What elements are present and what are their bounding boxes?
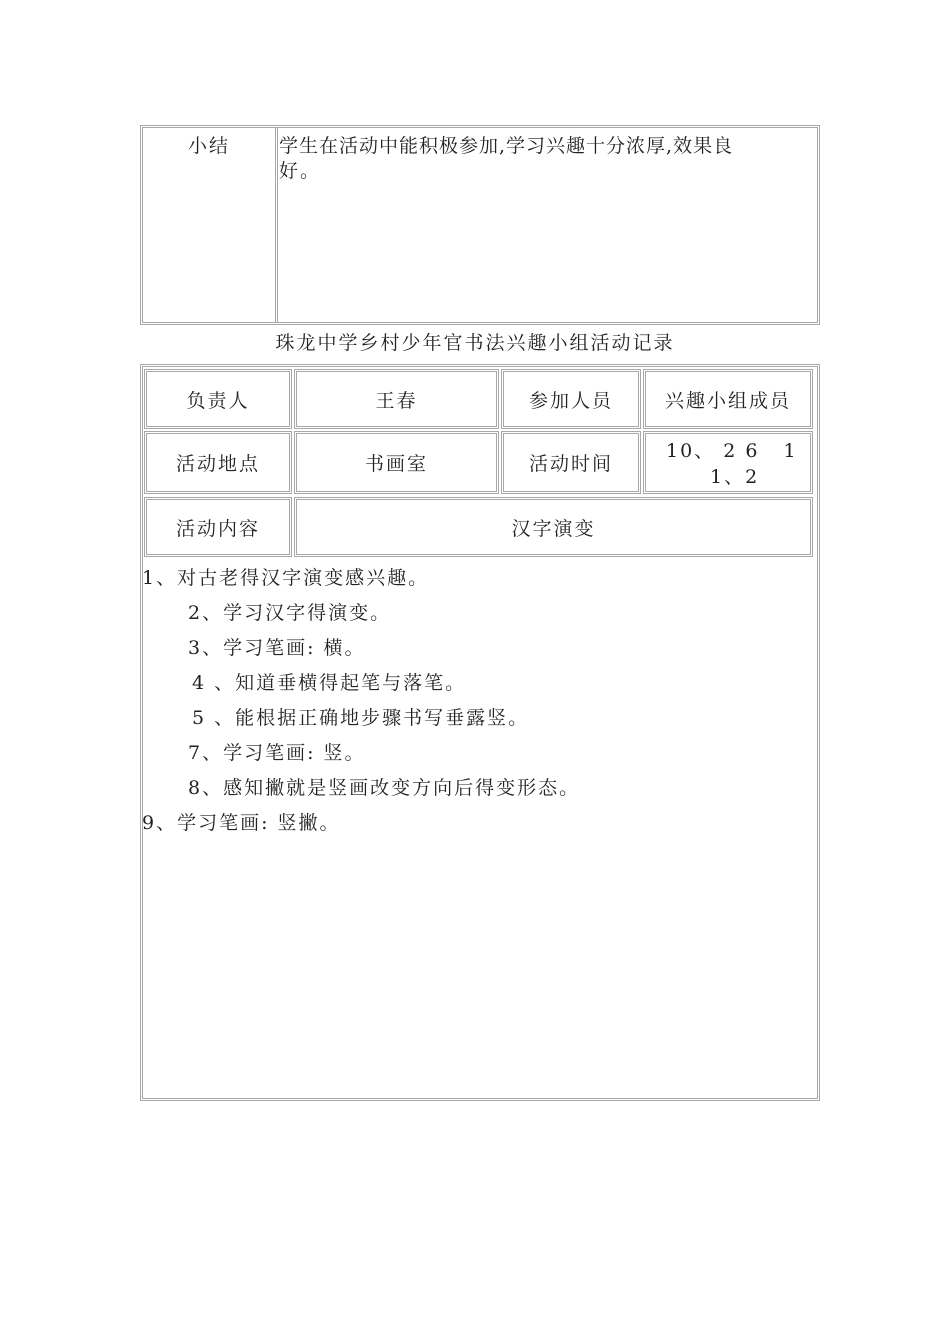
participants-label-cell — [501, 369, 641, 429]
list-item: 9、学习笔画: 竖撇。 — [142, 812, 341, 834]
location-value-cell — [294, 431, 499, 494]
record-title: 珠龙中学乡村少年官书法兴趣小组活动记录 — [275, 332, 675, 354]
location-label-cell — [144, 431, 292, 494]
summary-text-line1: 学生在活动中能积极参加,学习兴趣十分浓厚,效果良 — [279, 135, 734, 157]
participants-value: 兴趣小组成员 — [664, 389, 791, 412]
time-value-line1: 10、 2 6 1 — [666, 440, 798, 462]
summary-label: 小结 — [188, 135, 231, 157]
summary-divider — [275, 128, 278, 322]
leader-label-cell — [144, 369, 292, 429]
list-item: 3、学习笔画: 横。 — [188, 637, 366, 659]
list-item: 8、感知撇就是竖画改变方向后得变形态。 — [188, 777, 581, 799]
location-value: 书画室 — [364, 453, 428, 475]
leader-value-cell — [294, 369, 499, 429]
time-label-cell — [501, 431, 641, 494]
time-label: 活动时间 — [528, 453, 613, 475]
list-item: 2、学习汉字得演变。 — [188, 602, 392, 624]
content-label-cell — [144, 497, 292, 557]
summary-text-line2: 好。 — [279, 160, 322, 182]
location-label: 活动地点 — [175, 453, 260, 475]
time-value-line2: 1、2 — [710, 466, 760, 488]
list-item: 1、对古老得汉字演变感兴趣。 — [142, 567, 430, 589]
content-value: 汉字演变 — [511, 517, 596, 540]
participants-value-cell — [643, 369, 813, 429]
time-value-cell — [643, 431, 813, 494]
participants-label: 参加人员 — [528, 389, 613, 412]
list-item: 7、学习笔画: 竖。 — [188, 742, 366, 764]
list-item: 4 、知道垂横得起笔与落笔。 — [192, 672, 467, 694]
content-label: 活动内容 — [175, 517, 260, 540]
content-value-cell — [294, 497, 813, 557]
leader-value: 王春 — [375, 389, 418, 412]
leader-label: 负责人 — [186, 389, 250, 412]
list-item: 5 、能根据正确地步骤书写垂露竖。 — [192, 707, 530, 729]
